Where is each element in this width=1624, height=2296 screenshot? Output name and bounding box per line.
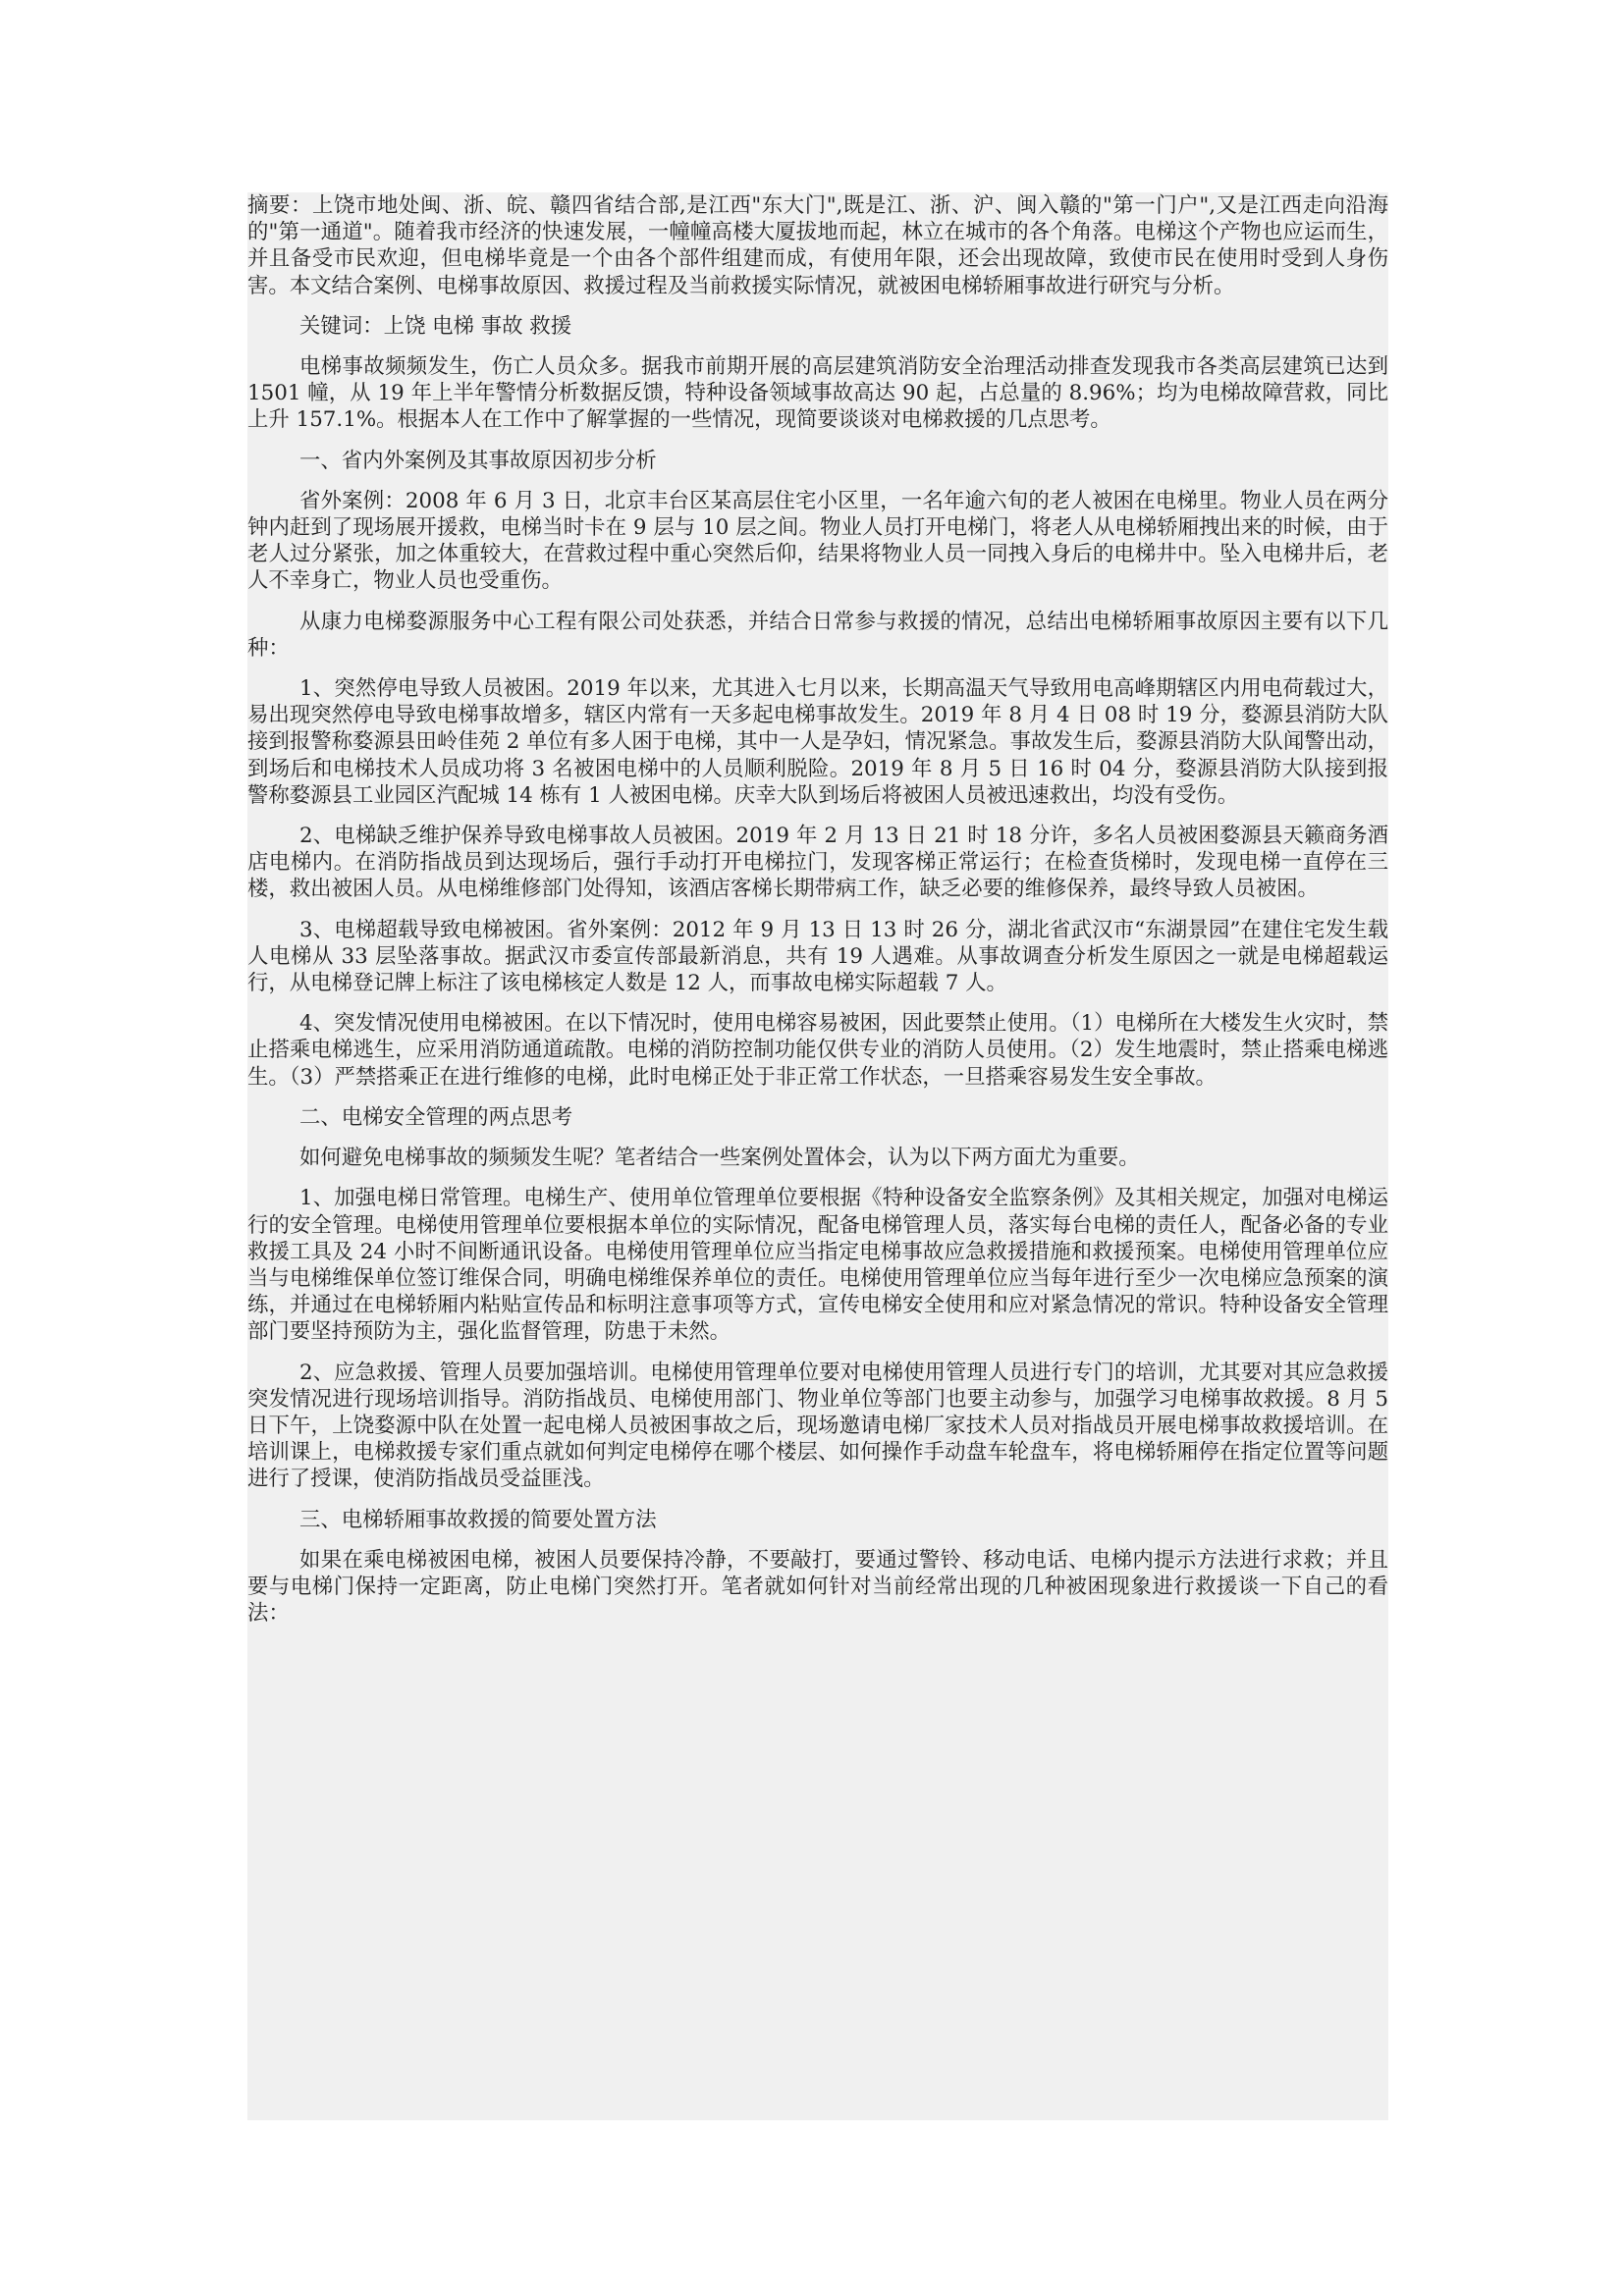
section-heading-2: 二、电梯安全管理的两点思考 [299, 1104, 573, 1130]
section-3-intro-paragraph: 如果在乘电梯被困电梯，被困人员要保持冷静，不要敲打，要通过警铃、移动电话、电梯内提示方法进行求救；并且要与电梯门保持一定距离，防止电梯门突然打开。笔者就如何针对当前经常出现的几种被困现象进行救援谈一下自己的看法： [247, 1547, 1388, 1627]
cause-4-paragraph: 4、突发情况使用电梯被困。在以下情况时，使用电梯容易被困，因此要禁止使用。（1）电梯所在大楼发生火灾时，禁止搭乘电梯逃生，应采用消防通道疏散。电梯的消防控制功能仅供专业的消防人员使用。（2）发生地震时，禁止搭乘电梯逃生。（3）严禁搭乘正在进行维修的电梯，此时电梯正处于非正常工作状态，一旦搭乘容易发生安全事故。 [247, 1011, 1388, 1090]
keywords-paragraph: 关键词：上饶 电梯 事故 救援 [299, 313, 572, 339]
causes-intro-paragraph: 从康力电梯婺源服务中心工程有限公司处获悉，并结合日常参与救援的情况，总结出电梯轿厢事故原因主要有以下几种： [247, 609, 1388, 661]
cause-1-paragraph: 1、突然停电导致人员被困。2019 年以来，尤其进入七月以来，长期高温天气导致用电高峰期辖区内用电荷载过大，易出现突然停电导致电梯事故增多，辖区内常有一天多起电梯事故发生。2019 年 8 月 4 日 08 时 19 分，婺源县消防大队接到报警称婺源县田岭佳苑 2 单位有多人困于电梯，其中一人是孕妇，情况紧急。事故发生后，婺源县消防大队闻警出动，到场后和电梯技术人员成功将 3 名被困电梯中的人员顺利脱险。2019 年 8 月 5 日 16 时 04 分，婺源县消防大队接到报警称婺源县工业园区汽配城 14 栋有 1 人被困电梯。庆幸大队到场后将被困人员被迅速救出，均没有受伤。 [247, 676, 1388, 808]
intro-paragraph: 电梯事故频频发生，伤亡人员众多。据我市前期开展的高层建筑消防安全治理活动排查发现我市各类高层建筑已达到 1501 幢，从 19 年上半年警情分析数据反馈，特种设备领域事故高达 90 起，占总量的 8.96%；均为电梯故障营救，同比上升 157.1%。根据本人在工作中了解掌握的一些情况，现简要谈谈对电梯救援的几点思考。 [247, 354, 1388, 433]
section-heading-1: 一、省内外案例及其事故原因初步分析 [299, 448, 657, 473]
cause-2-paragraph: 2、电梯缺乏维护保养导致电梯事故人员被困。2019 年 2 月 13 日 21 时 18 分许，多名人员被困婺源县天籁商务酒店电梯内。在消防指战员到达现场后，强行手动打开电梯拉门，发现客梯正常运行；在检查货梯时，发现电梯一直停在三楼，救出被困人员。从电梯维修部门处得知，该酒店客梯长期带病工作，缺乏必要的维修保养，最终导致人员被困。 [247, 824, 1388, 902]
measure-1-paragraph: 1、加强电梯日常管理。电梯生产、使用单位管理单位要根据《特种设备安全监察条例》及其相关规定，加强对电梯运行的安全管理。电梯使用管理单位要根据本单位的实际情况，配备电梯管理人员，落实每台电梯的责任人，配备必备的专业救援工具及 24 小时不间断通讯设备。电梯使用管理单位应当指定电梯事故应急救援措施和救援预案。电梯使用管理单位应当与电梯维保单位签订维保合同，明确电梯维保养单位的责任。电梯使用管理单位应当每年进行至少一次电梯应急预案的演练，并通过在电梯轿厢内粘贴宣传品和标明注意事项等方式，宣传电梯安全使用和应对紧急情况的常识。特种设备安全管理部门要坚持预防为主，强化监督管理，防患于未然。 [247, 1186, 1388, 1345]
abstract-paragraph: 摘要：上饶市地处闽、浙、皖、赣四省结合部,是江西"东大门",既是江、浙、沪、闽入赣的"第一门户",又是江西走向沿海的"第一通道"。随着我市经济的快速发展，一幢幢高楼大厦拔地而起，林立在城市的各个角落。电梯这个产物也应运而生，并且备受市民欢迎，但电梯毕竟是一个由各个部件组建而成，有使用年限，还会出现故障，致使市民在使用时受到人身伤害。本文结合案例、电梯事故原因、救援过程及当前救援实际情况，就被困电梯轿厢事故进行研究与分析。 [247, 193, 1388, 298]
article-body [247, 192, 1388, 2120]
section-heading-3: 三、电梯轿厢事故救援的简要处置方法 [299, 1507, 657, 1532]
cause-3-paragraph: 3、电梯超载导致电梯被困。省外案例：2012 年 9 月 13 日 13 时 26 分，湖北省武汉市“东湖景园”在建住宅发生载人电梯从 33 层坠落事故。据武汉市委宣传部最新消息，共有 19 人遇难。从事故调查分析发生原因之一就是电梯超载运行，从电梯登记牌上标注了该电梯核定人数是 12 人，而事故电梯实际超载 7 人。 [247, 917, 1388, 996]
measure-2-paragraph: 2、应急救援、管理人员要加强培训。电梯使用管理单位要对电梯使用管理人员进行专门的培训，尤其要对其应急救援突发情况进行现场培训指导。消防指战员、电梯使用部门、物业单位等部门也要主动参与，加强学习电梯事故救援。8 月 5 日下午，上饶婺源中队在处置一起电梯人员被困事故之后，现场邀请电梯厂家技术人员对指战员开展电梯事故救援培训。在培训课上，电梯救援专家们重点就如何判定电梯停在哪个楼层、如何操作手动盘车轮盘车，将电梯轿厢停在指定位置等问题进行了授课，使消防指战员受益匪浅。 [247, 1360, 1388, 1492]
section-2-intro-paragraph: 如何避免电梯事故的频频发生呢？笔者结合一些案例处置体会，认为以下两方面尤为重要。 [299, 1146, 1140, 1171]
case-outside-paragraph: 省外案例：2008 年 6 月 3 日，北京丰台区某高层住宅小区里，一名年逾六旬的老人被困在电梯里。物业人员在两分钟内赶到了现场展开援救，电梯当时卡在 9 层与 10 层之间。物业人员打开电梯门，将老人从电梯轿厢拽出来的时候，由于老人过分紧张，加之体重较大，在营救过程中重心突然后仰，结果将物业人员一同拽入身后的电梯井中。坠入电梯井后，老人不幸身亡，物业人员也受重伤。 [247, 488, 1388, 594]
